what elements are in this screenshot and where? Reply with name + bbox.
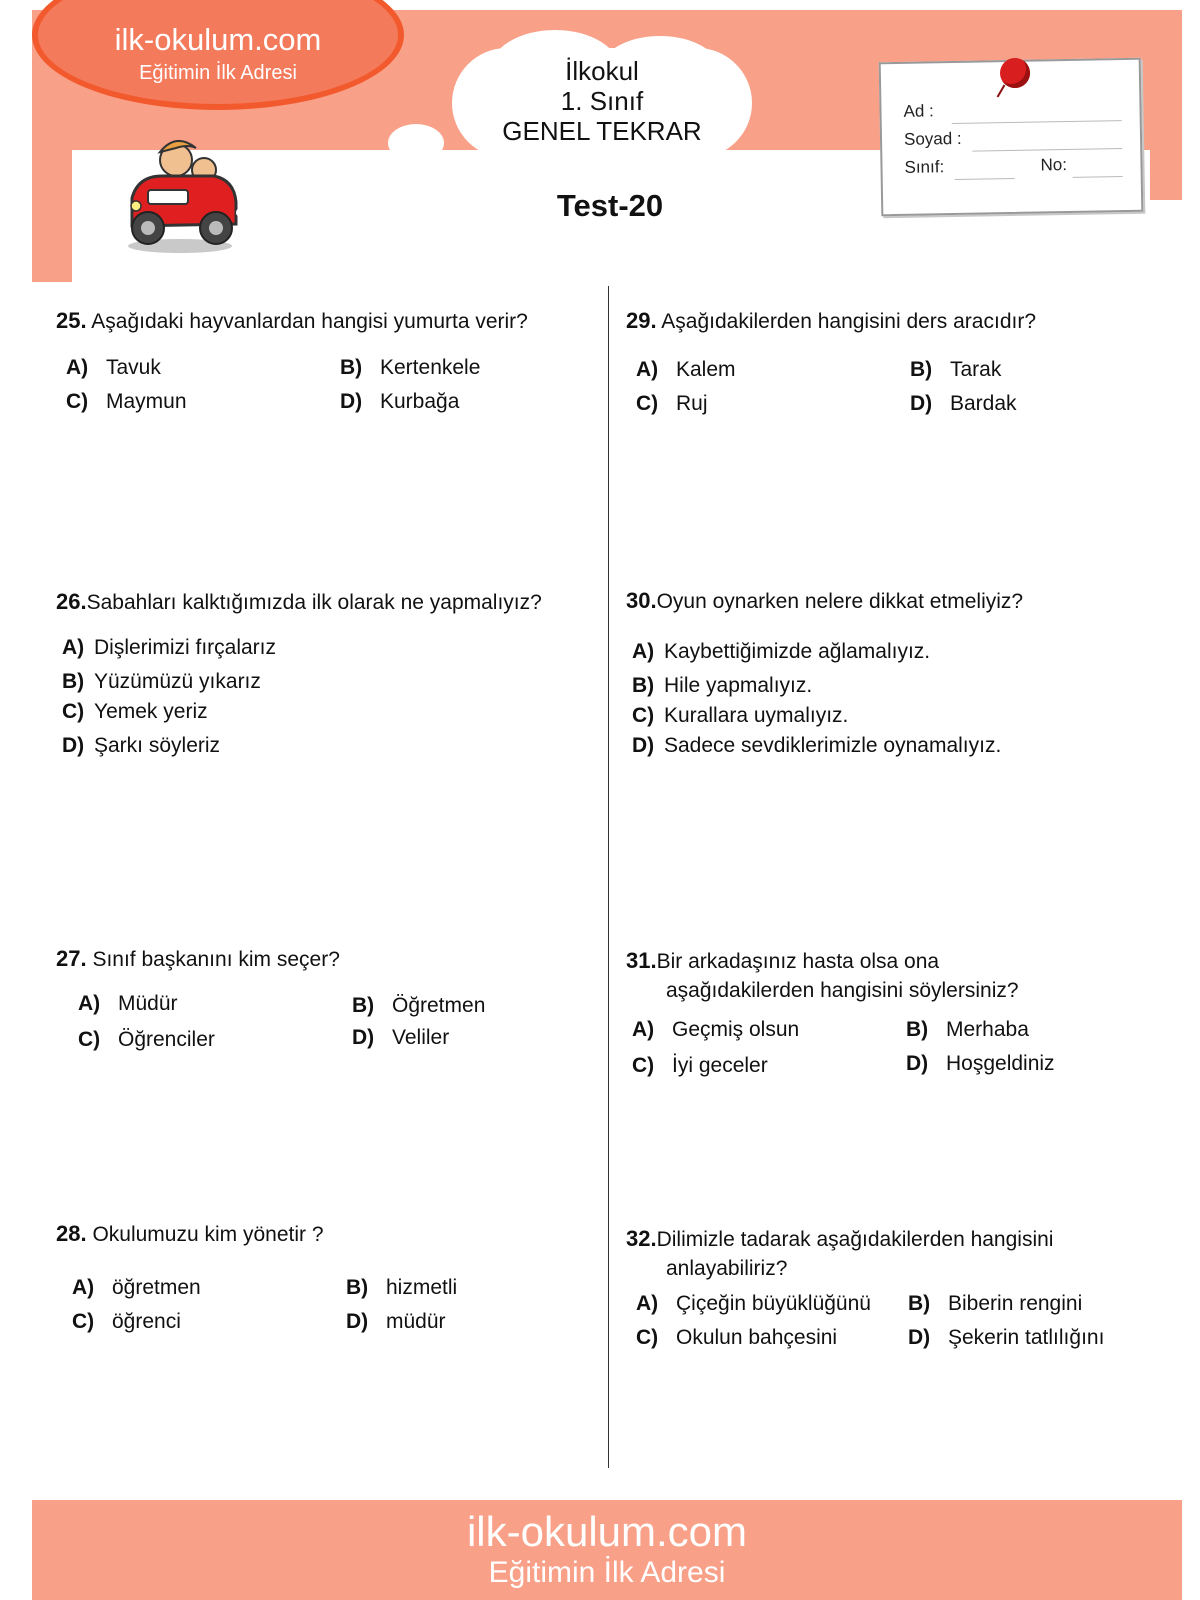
option-letter: C) xyxy=(66,390,89,413)
surname-field[interactable] xyxy=(972,148,1122,152)
option-text: Müdür xyxy=(118,992,178,1015)
cloud-puff xyxy=(338,156,378,184)
option-d[interactable] xyxy=(346,1310,446,1334)
option-letter: B) xyxy=(340,356,363,379)
number-label: No: xyxy=(1040,155,1068,175)
surname-label: Soyad : xyxy=(903,128,962,149)
option-text: Maymun xyxy=(106,390,187,413)
option-letter: D) xyxy=(908,1326,931,1349)
question-stem xyxy=(626,306,1036,337)
option-letter: A) xyxy=(636,358,659,381)
option-letter: C) xyxy=(72,1310,95,1333)
option-text: Öğretmen xyxy=(392,994,486,1017)
option-text: Geçmiş olsun xyxy=(672,1018,800,1041)
option-a[interactable] xyxy=(62,636,276,660)
option-d[interactable] xyxy=(908,1326,1104,1350)
class-field[interactable] xyxy=(955,178,1015,180)
class-label: Sınıf: xyxy=(904,157,945,177)
option-letter: A) xyxy=(62,636,85,659)
option-text: Kertenkele xyxy=(380,356,481,379)
question-stem xyxy=(56,306,528,337)
option-text: Kurbağa xyxy=(380,390,460,413)
question-number: 28. xyxy=(56,1221,87,1246)
option-letter: C) xyxy=(632,1054,655,1077)
option-text: Merhaba xyxy=(946,1018,1029,1041)
question-number: 30. xyxy=(626,588,657,613)
cloud-title xyxy=(452,56,752,146)
option-letter: B) xyxy=(352,994,375,1017)
question-number: 32. xyxy=(626,1226,657,1251)
option-d[interactable] xyxy=(352,1026,449,1050)
option-letter: B) xyxy=(632,674,655,697)
option-letter: A) xyxy=(632,640,655,663)
option-text: Tavuk xyxy=(106,356,161,379)
option-text: Kalem xyxy=(676,358,736,381)
option-letter: C) xyxy=(636,1326,659,1349)
question-number: 25. xyxy=(56,308,87,333)
option-letter: B) xyxy=(346,1276,369,1299)
option-letter: A) xyxy=(636,1292,659,1315)
option-a[interactable] xyxy=(636,358,736,382)
question-text: Sınıf başkanını kim seçer? xyxy=(92,948,340,971)
option-c[interactable] xyxy=(636,392,708,416)
option-text: Okulun bahçesini xyxy=(676,1326,838,1349)
question-text: Dilimizle tadarak aşağıdakilerden hangisini xyxy=(656,1228,1054,1251)
option-c[interactable] xyxy=(62,700,208,724)
option-c[interactable] xyxy=(636,1326,837,1350)
question-number: 26. xyxy=(56,589,87,614)
name-field[interactable] xyxy=(952,120,1122,124)
test-title: Test-20 xyxy=(556,188,664,223)
question-text: Sabahları kalktığımızda ilk olarak ne yapmalıyız? xyxy=(86,591,542,614)
option-a[interactable] xyxy=(636,1292,871,1316)
option-text: hizmetli xyxy=(386,1276,458,1299)
option-c[interactable] xyxy=(72,1310,181,1334)
option-text: Kurallara uymalıyız. xyxy=(664,704,849,727)
option-text: Dişlerimizi fırçalarız xyxy=(94,636,277,659)
option-text: Yüzümüzü yıkarız xyxy=(94,670,261,693)
question-text: Aşağıdaki hayvanlardan hangisi yumurta verir? xyxy=(91,310,528,333)
question-text: Oyun oynarken nelere dikkat etmeliyiz? xyxy=(656,590,1024,613)
option-c[interactable] xyxy=(66,390,187,414)
option-letter: C) xyxy=(632,704,655,727)
option-b[interactable] xyxy=(346,1276,457,1300)
logo-site-name: ilk-okulum.com xyxy=(114,22,322,57)
name-label: Ad : xyxy=(903,101,934,121)
option-letter: B) xyxy=(908,1292,931,1315)
question-stem-line2: anlayabiliriz? xyxy=(666,1257,788,1280)
question-stem-line2: aşağıdakilerden hangisini söylersiniz? xyxy=(666,979,1019,1002)
option-text: Bardak xyxy=(950,392,1017,415)
option-text: Biberin rengini xyxy=(948,1292,1083,1315)
option-letter: C) xyxy=(78,1028,101,1051)
question-stem xyxy=(56,944,340,975)
option-letter: D) xyxy=(62,734,85,757)
option-a[interactable] xyxy=(66,356,161,380)
cloud-puff xyxy=(236,206,256,219)
option-text: Tarak xyxy=(950,358,1002,381)
option-text: Öğrenciler xyxy=(118,1028,215,1051)
cloud-puff xyxy=(262,194,288,211)
question-text: Bir arkadaşınız hasta olsa ona xyxy=(656,950,940,973)
option-c[interactable] xyxy=(78,1028,215,1052)
option-letter: D) xyxy=(906,1052,929,1075)
option-letter: A) xyxy=(78,992,101,1015)
footer-site-name[interactable]: ilk-okulum.com xyxy=(466,1508,748,1555)
option-text: Sadece sevdiklerimizle oynamalıyız. xyxy=(664,734,1002,757)
cloud-line-grade: 1. Sınıf xyxy=(560,86,644,116)
option-d[interactable] xyxy=(62,734,220,758)
option-text: Kaybettiğimizde ağlamalıyız. xyxy=(664,640,931,663)
option-d[interactable] xyxy=(910,392,1017,416)
question-number: 31. xyxy=(626,948,657,973)
option-letter: A) xyxy=(66,356,89,379)
option-text: Şarkı söyleriz xyxy=(94,734,221,757)
option-a[interactable] xyxy=(632,640,930,664)
cloud-line-topic: GENEL TEKRAR xyxy=(502,116,702,146)
question-stem xyxy=(626,946,939,977)
option-text: Ruj xyxy=(676,392,708,415)
option-a[interactable] xyxy=(78,992,178,1016)
option-text: Hile yapmalıyız. xyxy=(664,674,813,697)
number-field[interactable] xyxy=(1073,176,1123,178)
option-text: Şekerin tatlılığını xyxy=(948,1326,1105,1349)
question-number: 27. xyxy=(56,946,87,971)
option-text: Hoşgeldiniz xyxy=(946,1052,1055,1075)
question-text: Okulumuzu kim yönetir ? xyxy=(92,1223,324,1246)
car-mascot-icon xyxy=(118,126,248,256)
option-b[interactable] xyxy=(352,994,485,1018)
option-d[interactable] xyxy=(632,734,1001,758)
option-text: öğrenci xyxy=(112,1310,181,1333)
option-b[interactable] xyxy=(910,358,1001,382)
option-c[interactable] xyxy=(632,704,848,728)
option-letter: D) xyxy=(910,392,933,415)
option-d[interactable] xyxy=(906,1052,1055,1076)
column-divider xyxy=(608,286,609,1468)
option-letter: A) xyxy=(632,1018,655,1041)
footer-slogan: Eğitimin İlk Adresi xyxy=(488,1556,726,1589)
question-stem xyxy=(626,1224,1053,1255)
cloud-line-school: İlkokul xyxy=(565,56,639,86)
question-stem xyxy=(56,587,542,618)
option-letter: D) xyxy=(632,734,655,757)
option-a[interactable] xyxy=(72,1276,201,1300)
option-letter: A) xyxy=(72,1276,95,1299)
cloud-puff xyxy=(296,178,326,198)
option-a[interactable] xyxy=(632,1018,799,1042)
question-number: 29. xyxy=(626,308,657,333)
option-letter: D) xyxy=(346,1310,369,1333)
option-b[interactable] xyxy=(908,1292,1082,1316)
cloud-puff xyxy=(388,124,444,162)
option-text: öğretmen xyxy=(112,1276,201,1299)
question-stem xyxy=(56,1219,324,1250)
question-stem xyxy=(626,586,1023,617)
option-letter: C) xyxy=(62,700,85,723)
option-letter: D) xyxy=(352,1026,375,1049)
option-b[interactable] xyxy=(906,1018,1029,1042)
option-text: Çiçeğin büyüklüğünü xyxy=(676,1292,871,1315)
option-letter: D) xyxy=(340,390,363,413)
option-text: İyi geceler xyxy=(672,1054,768,1077)
option-b[interactable] xyxy=(62,670,261,694)
push-pin-icon xyxy=(1000,58,1030,88)
question-text: Aşağıdakilerden hangisini ders aracıdır? xyxy=(661,310,1036,333)
option-letter: C) xyxy=(636,392,659,415)
option-text: Yemek yeriz xyxy=(94,700,208,723)
option-letter: B) xyxy=(910,358,933,381)
option-b[interactable] xyxy=(340,356,480,380)
option-d[interactable] xyxy=(340,390,459,414)
option-b[interactable] xyxy=(632,674,812,698)
option-letter: B) xyxy=(62,670,85,693)
option-letter: B) xyxy=(906,1018,929,1041)
option-text: müdür xyxy=(386,1310,446,1333)
option-c[interactable] xyxy=(632,1054,768,1078)
logo-slogan: Eğitimin İlk Adresi xyxy=(139,62,297,84)
option-text: Veliler xyxy=(392,1026,450,1049)
